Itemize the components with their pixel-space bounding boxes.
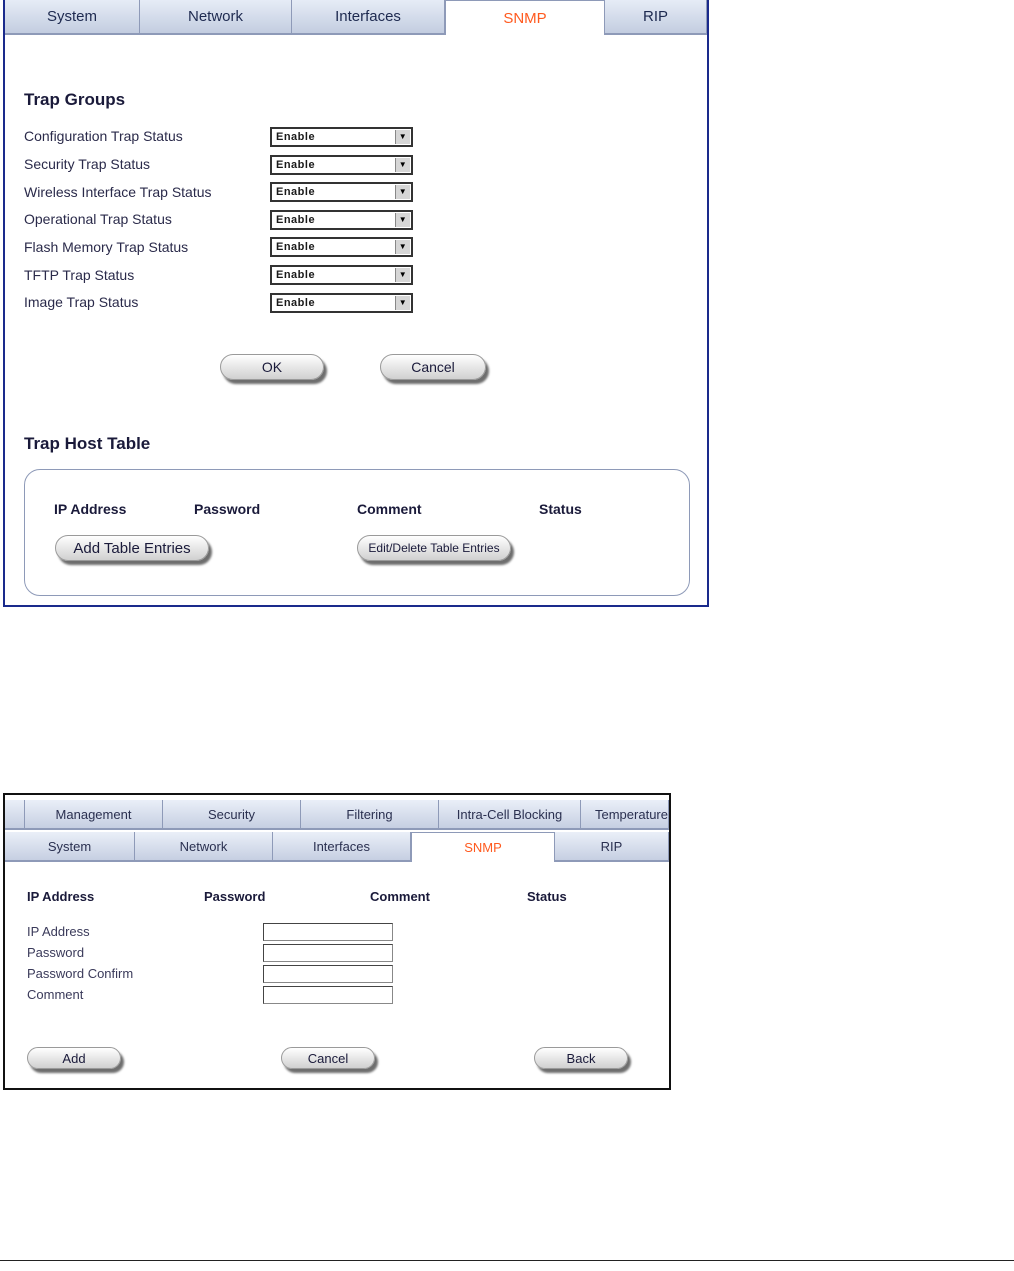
select-value: Enable (276, 131, 316, 143)
tab-network[interactable]: Network (135, 832, 273, 860)
configuration-trap-select[interactable] (270, 127, 413, 147)
select-value: Enable (276, 269, 316, 281)
dropdown-arrow-icon[interactable]: ▼ (395, 213, 410, 227)
tab-management[interactable]: Management (25, 800, 163, 828)
ip-address-input[interactable] (263, 923, 393, 941)
select-value: Enable (276, 186, 316, 198)
wireless-interface-trap-label: Wireless Interface Trap Status (24, 184, 212, 200)
comment-label: Comment (27, 987, 84, 1002)
flash-memory-trap-select[interactable] (270, 237, 413, 257)
tab-rip[interactable]: RIP (605, 0, 707, 33)
column-status: Status (539, 501, 582, 517)
back-button[interactable]: Back (534, 1047, 628, 1069)
wireless-interface-trap-select[interactable] (270, 182, 413, 202)
dropdown-arrow-icon[interactable]: ▼ (395, 268, 410, 282)
column-comment: Comment (357, 501, 422, 517)
cancel-button[interactable]: Cancel (380, 354, 486, 380)
select-value: Enable (276, 214, 316, 226)
ip-address-label: IP Address (27, 924, 90, 939)
password-input[interactable] (263, 944, 393, 962)
cancel-button[interactable]: Cancel (281, 1047, 375, 1069)
password-confirm-label: Password Confirm (27, 966, 134, 981)
column-comment: Comment (370, 889, 430, 904)
column-ip-address: IP Address (54, 501, 127, 517)
column-ip-address: IP Address (27, 889, 95, 904)
operational-trap-select[interactable] (270, 210, 413, 230)
tftp-trap-label: TFTP Trap Status (24, 267, 135, 283)
edit-delete-table-entries-button[interactable]: Edit/Delete Table Entries (357, 535, 511, 561)
flash-memory-trap-label: Flash Memory Trap Status (24, 239, 189, 255)
password-confirm-input[interactable] (263, 965, 393, 983)
trap-groups-panel (3, 0, 709, 607)
tab-network[interactable]: Network (140, 0, 292, 33)
operational-trap-label: Operational Trap Status (24, 211, 172, 227)
add-table-entries-button[interactable]: Add Table Entries (55, 535, 209, 561)
tab-bar (5, 0, 707, 35)
tab-filtering[interactable]: Filtering (301, 800, 439, 828)
image-trap-label: Image Trap Status (24, 294, 139, 310)
tab-system[interactable]: System (5, 0, 140, 33)
dropdown-arrow-icon[interactable]: ▼ (395, 158, 410, 172)
tab-interfaces[interactable]: Interfaces (273, 832, 411, 860)
tab-interfaces[interactable]: Interfaces (292, 0, 445, 33)
dropdown-arrow-icon[interactable]: ▼ (395, 185, 410, 199)
image-trap-select[interactable] (270, 293, 413, 313)
dropdown-arrow-icon[interactable]: ▼ (395, 296, 410, 310)
footer-divider (0, 1260, 1014, 1261)
tab-system[interactable]: System (5, 832, 135, 860)
configuration-trap-label: Configuration Trap Status (24, 128, 183, 144)
top-tab-bar (5, 800, 669, 830)
column-password: Password (194, 501, 261, 517)
tab-intra-cell-blocking[interactable]: Intra-Cell Blocking (439, 800, 581, 828)
tab-spacer (5, 800, 25, 828)
trap-host-table-heading: Trap Host Table (24, 434, 151, 453)
security-trap-label: Security Trap Status (24, 156, 151, 172)
password-label: Password (27, 945, 85, 960)
column-status: Status (527, 889, 567, 904)
select-value: Enable (276, 297, 316, 309)
ok-button[interactable]: OK (220, 354, 324, 380)
security-trap-select[interactable] (270, 155, 413, 175)
tftp-trap-select[interactable] (270, 265, 413, 285)
trap-groups-heading: Trap Groups (24, 90, 126, 109)
tab-bar (5, 832, 669, 862)
tab-snmp[interactable]: SNMP (411, 832, 555, 862)
tab-security[interactable]: Security (163, 800, 301, 828)
tab-temperature[interactable]: Temperature (581, 800, 669, 828)
comment-input[interactable] (263, 986, 393, 1004)
add-button[interactable]: Add (27, 1047, 121, 1069)
select-value: Enable (276, 159, 316, 171)
select-value: Enable (276, 241, 316, 253)
add-trap-host-panel (3, 793, 671, 1090)
dropdown-arrow-icon[interactable]: ▼ (395, 240, 410, 254)
tab-rip[interactable]: RIP (555, 832, 669, 860)
trap-host-table (24, 469, 690, 596)
column-password: Password (204, 889, 266, 904)
dropdown-arrow-icon[interactable]: ▼ (395, 130, 410, 144)
tab-snmp[interactable]: SNMP (445, 0, 605, 35)
